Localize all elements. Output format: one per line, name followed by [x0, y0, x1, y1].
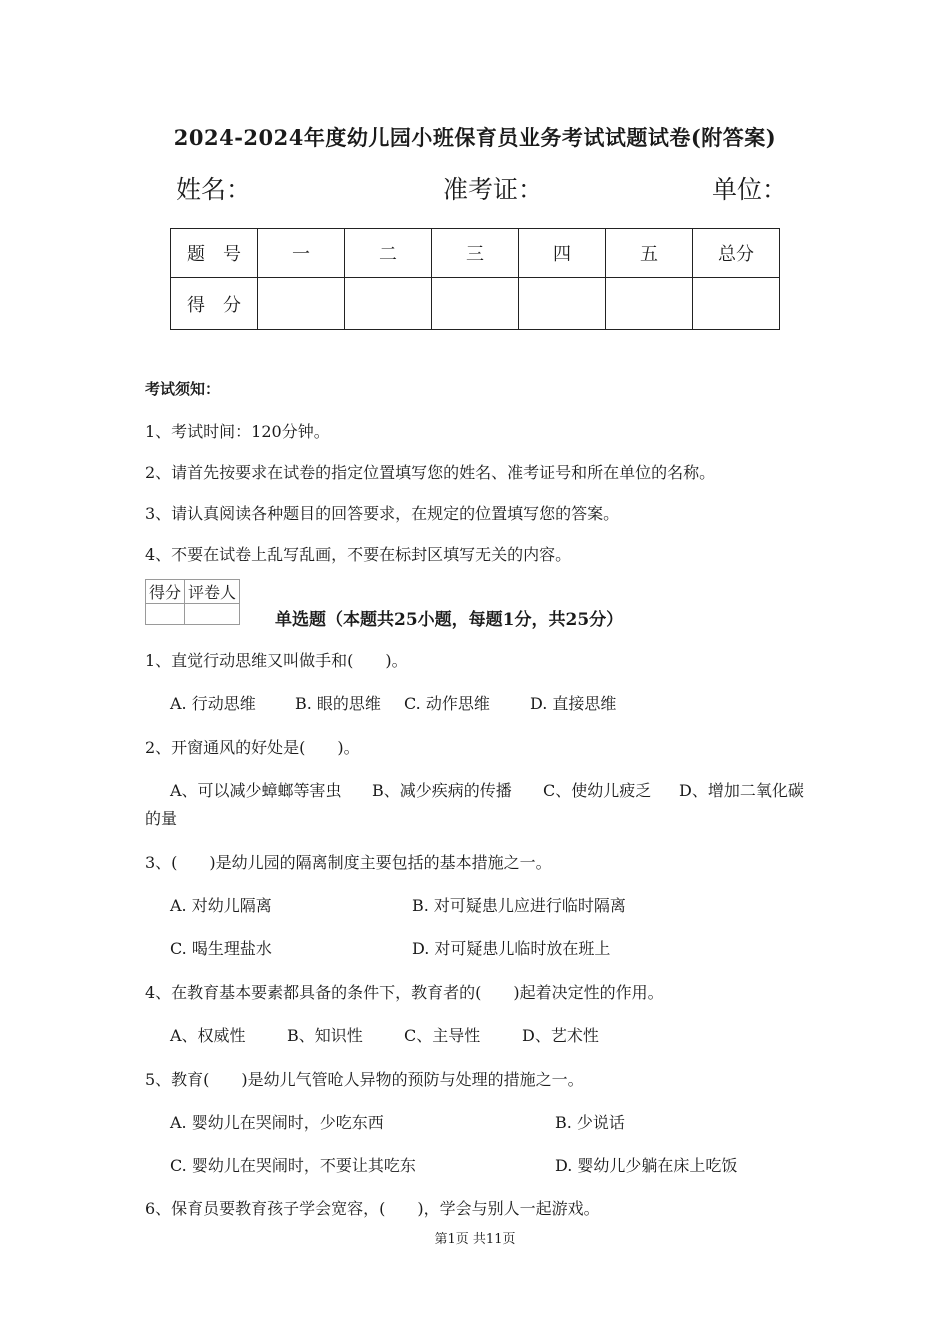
notice-item: 3、请认真阅读各种题目的回答要求，在规定的位置填写您的答案。 [145, 504, 620, 523]
score-table [170, 228, 780, 330]
score-cell[interactable] [693, 278, 780, 330]
notice-item: 4、不要在试卷上乱写乱画，不要在标封区填写无关的内容。 [145, 545, 572, 564]
question-option: C. 喝生理盐水 [170, 939, 272, 958]
score-cell[interactable] [345, 278, 432, 330]
name-field-label: 姓名： [176, 175, 252, 204]
header-cell-1: 一 [258, 229, 345, 278]
header-cell-label: 题 号 [171, 229, 258, 278]
question-option: C. 婴幼儿在哭闹时，不要让其吃东 [170, 1156, 416, 1175]
score-row-label: 得 分 [171, 278, 258, 330]
grader-box-grader-cell[interactable] [185, 604, 240, 625]
notice-item: 1、考试时间：120分钟。 [145, 422, 330, 441]
question-option-wrap: 的量 [145, 809, 178, 828]
question-option: A. 行动思维 [170, 694, 256, 713]
grader-box [145, 579, 240, 625]
question-option: B. 眼的思维 [295, 694, 381, 713]
header-cell-3: 三 [432, 229, 519, 278]
exam-id-field-label: 准考证： [443, 175, 544, 204]
section-title: 单选题（本题共25小题，每题1分，共25分） [275, 610, 624, 630]
question-stem: 6、保育员要教育孩子学会宽容，( )，学会与别人一起游戏。 [145, 1199, 600, 1218]
question-option: C、使幼儿疲乏 [543, 781, 652, 800]
question-stem: 4、在教育基本要素都具备的条件下，教育者的( )起着决定性的作用。 [145, 983, 664, 1002]
question-option: D. 直接思维 [530, 694, 617, 713]
score-cell[interactable] [432, 278, 519, 330]
page-footer: 第1页 共11页 [434, 1232, 516, 1247]
question-stem: 2、开窗通风的好处是( )。 [145, 738, 360, 757]
question-option: B、知识性 [287, 1026, 363, 1045]
grader-box-grader-label: 评卷人 [185, 580, 240, 604]
question-option: B. 对可疑患儿应进行临时隔离 [412, 896, 626, 915]
question-option: B、减少疾病的传播 [372, 781, 512, 800]
unit-field-label: 单位： [712, 175, 788, 204]
document-title: 2024-2024年度幼儿园小班保育员业务考试试题试卷(附答案) [173, 125, 777, 150]
question-option: A. 对幼儿隔离 [170, 896, 272, 915]
score-cell[interactable] [258, 278, 345, 330]
question-option: C. 动作思维 [404, 694, 490, 713]
score-cell[interactable] [519, 278, 606, 330]
question-option: C、主导性 [404, 1026, 481, 1045]
grader-box-score-label: 得分 [146, 580, 185, 604]
question-option: A. 婴幼儿在哭闹时，少吃东西 [170, 1113, 384, 1132]
question-option: D、增加二氧化碳 [679, 781, 804, 800]
header-cell-2: 二 [345, 229, 432, 278]
question-option: D. 对可疑患儿临时放在班上 [412, 939, 611, 958]
question-option: D. 婴幼儿少躺在床上吃饭 [555, 1156, 738, 1175]
grader-box-score-cell[interactable] [146, 604, 185, 625]
question-option: B. 少说话 [555, 1113, 625, 1132]
header-cell-4: 四 [519, 229, 606, 278]
score-cell[interactable] [606, 278, 693, 330]
header-cell-total: 总分 [693, 229, 780, 278]
notice-heading: 考试须知： [145, 380, 221, 398]
question-stem: 3、( )是幼儿园的隔离制度主要包括的基本措施之一。 [145, 853, 552, 872]
notice-item: 2、请首先按要求在试卷的指定位置填写您的姓名、准考证号和所在单位的名称。 [145, 463, 716, 482]
question-stem: 5、教育( )是幼儿气管呛人异物的预防与处理的措施之一。 [145, 1070, 584, 1089]
header-cell-5: 五 [606, 229, 693, 278]
question-option: A、权威性 [170, 1026, 246, 1045]
question-option: A、可以减少蟑螂等害虫 [170, 781, 342, 800]
score-table-header-row [171, 229, 780, 278]
question-option: D、艺术性 [522, 1026, 599, 1045]
score-table-score-row [171, 278, 780, 330]
question-stem: 1、直觉行动思维又叫做手和( )。 [145, 651, 408, 670]
